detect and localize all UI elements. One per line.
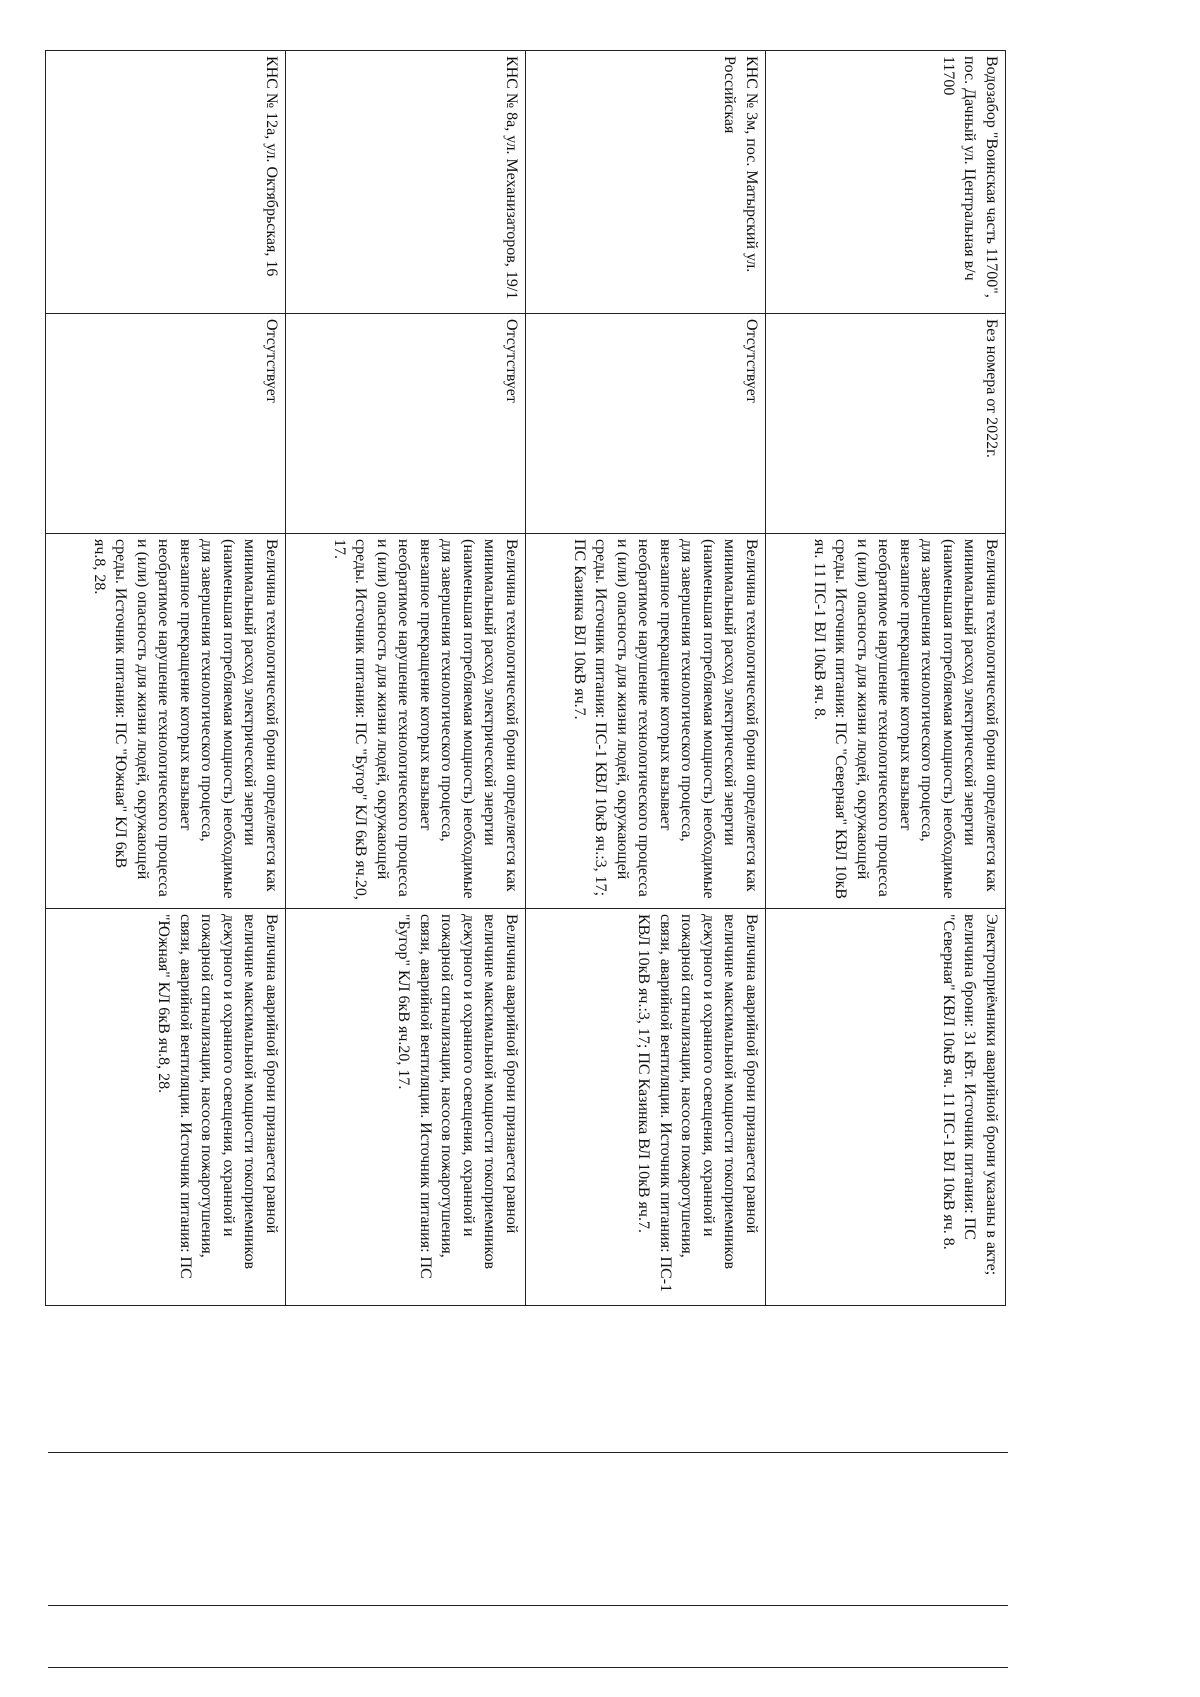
- table-row: [766, 51, 1006, 1306]
- act-cell: Отсутствует: [526, 314, 766, 534]
- object-cell: КНС № 3м, пос. Матырский ул. Российская: [526, 51, 766, 314]
- act-cell: Отсутствует: [46, 314, 286, 534]
- emergency-reserve-cell: Электроприёмники аварийной брони указаны в акте; величина брони: 31 кВт. Источник питания: ПС "Северная" КВЛ 10кВ яч. 11 ПС-1 ВЛ 10кВ яч. 8.: [766, 909, 1006, 1306]
- rotated-table-page: [46, 50, 1006, 1305]
- emergency-reserve-cell: Величина аварийной брони признается равной величине максимальной мощности токоприемников дежурного и охранного освещения, охранной и пожарной сигнализации, насосов пожаротушения, связи, аварийной вентиляции. Источник питания: ПС "Бугор" КЛ 6кВ яч.20, 17.: [286, 909, 526, 1306]
- technological-reserve-cell: Величина технологической брони определяется как минимальный расход электрической энергии (наименьшая потребляемая мощность) необходимые для завершения технологического процесса, внезапное прекращение которых вызывает необратимое нарушение технологического процесса и (или) опасность для жизни людей, окружающей среды. Источник питания: ПС-1 КВЛ 10кВ яч.:3, 17; ПС Казинка ВЛ 10кВ яч.7.: [526, 534, 766, 909]
- power-reserve-table: [45, 50, 1006, 1306]
- technological-reserve-cell: Величина технологической брони определяется как минимальный расход электрической энергии (наименьшая потребляемая мощность) необходимые для завершения технологического процесса, внезапное прекращение которых вызывает необратимое нарушение технологического процесса и (или) опасность для жизни людей, окружающей среды. Источник питания: ПС "Бугор" КЛ 6кВ яч.20, 17.: [286, 534, 526, 909]
- technological-reserve-cell: Величина технологической брони определяется как минимальный расход электрической энергии (наименьшая потребляемая мощность) необходимые для завершения технологического процесса, внезапное прекращение которых вызывает необратимое нарушение технологического процесса и (или) опасность для жизни людей, окружающей среды. Источник питания: ПС "Северная" КВЛ 10кВ яч. 11 ПС-1 ВЛ 10кВ яч. 8.: [766, 534, 1006, 909]
- object-cell: КНС № 8а, ул. Механизаторов, 19/1: [286, 51, 526, 314]
- table-row: [286, 51, 526, 1306]
- object-cell: Водозабор "Воинская часть 11700", пос. Дачный ул. Центральная в/ч 11700: [766, 51, 1006, 314]
- technological-reserve-cell: Величина технологической брони определяется как минимальный расход электрической энергии (наименьшая потребляемая мощность) необходимые для завершения технологического процесса, внезапное прекращение которых вызывает необратимое нарушение технологического процесса и (или) опасность для жизни людей, окружающей среды. Источник питания: ПС "Южная" КЛ 6кВ яч.8, 28.: [46, 534, 286, 909]
- emergency-reserve-cell: Величина аварийной брони признается равной величине максимальной мощности токоприемников дежурного и охранного освещения, охранной и пожарной сигнализации, насосов пожаротушения, связи, аварийной вентиляции. Источник питания: ПС "Южная" КЛ 6кВ яч.8, 28.: [46, 909, 286, 1306]
- act-cell: Без номера от 2022г.: [766, 314, 1006, 534]
- horizontal-rule: [48, 1667, 1008, 1668]
- horizontal-rule: [48, 1605, 1008, 1606]
- horizontal-rule: [48, 1452, 1008, 1453]
- emergency-reserve-cell: Величина аварийной брони признается равной величине максимальной мощности токоприемников дежурного и охранного освещения, охранной и пожарной сигнализации, насосов пожаротушения, связи, аварийной вентиляции. Источник питания: ПС-1 КВЛ 10кВ яч.:3, 17; ПС Казинка ВЛ 10кВ яч.7.: [526, 909, 766, 1306]
- act-cell: Отсутствует: [286, 314, 526, 534]
- table-row: [526, 51, 766, 1306]
- object-cell: КНС № 12а, ул. Октябрьская, 16: [46, 51, 286, 314]
- table-row: [46, 51, 286, 1306]
